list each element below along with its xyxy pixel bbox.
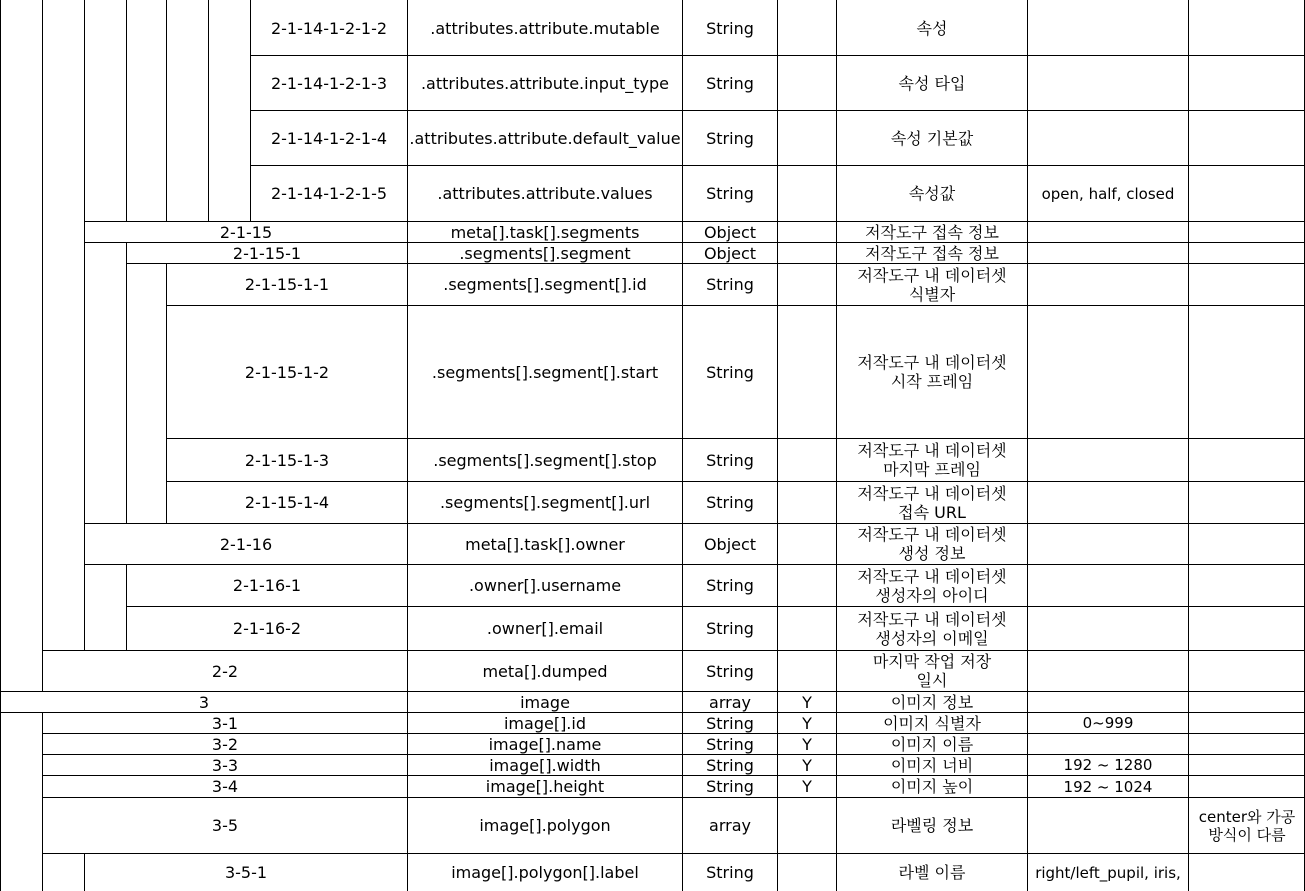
cell-note xyxy=(1189,755,1305,775)
cell-note xyxy=(1189,306,1305,438)
cell-note xyxy=(1189,56,1305,110)
cell-note: center와 가공 방식이 다름 xyxy=(1198,807,1296,844)
indent-divider xyxy=(42,263,43,305)
cell-path: .attributes.attribute.default_value xyxy=(409,128,681,148)
cell-desc: 이미지 식별자 xyxy=(883,713,981,733)
cell-range: open, half, closed xyxy=(1041,184,1175,203)
cell-note xyxy=(1189,854,1305,891)
cell-type: String xyxy=(706,362,754,382)
indent-divider xyxy=(126,55,127,110)
cell-note xyxy=(1189,776,1305,797)
cell-note xyxy=(1189,524,1305,564)
cell-req xyxy=(778,798,836,853)
cell-range xyxy=(1028,692,1188,712)
cell-desc: 이미지 너비 xyxy=(890,755,974,775)
cell-note xyxy=(1189,607,1305,650)
cell-req xyxy=(778,854,836,891)
indent-divider xyxy=(126,165,127,221)
cell-range: 0~999 xyxy=(1082,714,1134,732)
cell-no: 2-2 xyxy=(211,661,239,681)
indent-divider xyxy=(208,55,209,110)
indent-divider xyxy=(42,438,43,481)
cell-type: String xyxy=(706,184,754,203)
indent-divider xyxy=(84,438,85,481)
indent-divider xyxy=(84,564,85,606)
cell-req xyxy=(778,243,836,263)
cell-desc: 저작도구 내 데이터셋 생성 정보 xyxy=(857,525,1007,563)
indent-divider xyxy=(126,481,127,523)
cell-path: image[].polygon[].label xyxy=(451,863,639,882)
cell-type: String xyxy=(706,755,754,775)
cell-path: .segments[].segment xyxy=(459,243,631,263)
indent-divider xyxy=(84,481,85,523)
cell-req xyxy=(778,651,836,691)
cell-desc: 속성 기본값 xyxy=(890,128,974,148)
cell-desc: 저작도구 내 데이터셋 마지막 프레임 xyxy=(857,441,1007,479)
cell-note xyxy=(1189,713,1305,733)
cell-no: 2-1-15-1-4 xyxy=(244,493,330,512)
cell-req: Y xyxy=(802,755,812,775)
cell-path: .segments[].segment[].start xyxy=(431,362,659,382)
indent-divider xyxy=(208,0,209,55)
indent-divider xyxy=(126,438,127,481)
cell-no: 2-1-15-1-1 xyxy=(244,275,330,294)
cell-path: .owner[].email xyxy=(486,619,604,638)
cell-note xyxy=(1189,222,1305,242)
cell-range xyxy=(1028,264,1188,305)
cell-type: String xyxy=(706,18,754,38)
cell-range xyxy=(1028,734,1188,754)
cell-type: String xyxy=(706,576,754,595)
cell-desc: 마지막 작업 저장 일시 xyxy=(872,652,992,690)
cell-type: String xyxy=(706,73,754,93)
indent-divider xyxy=(126,110,127,165)
cell-desc: 속성 xyxy=(916,18,948,38)
cell-req: Y xyxy=(802,692,812,712)
indent-divider xyxy=(42,110,43,165)
cell-type: Object xyxy=(703,534,757,554)
cell-desc: 이미지 높이 xyxy=(890,777,974,796)
cell-note xyxy=(1189,734,1305,754)
cell-note xyxy=(1189,243,1305,263)
cell-path: meta[].task[].owner xyxy=(465,534,625,554)
cell-path: .segments[].segment[].id xyxy=(443,275,647,294)
cell-desc: 라벨 이름 xyxy=(898,863,966,882)
cell-path: image[].polygon xyxy=(479,816,611,835)
cell-note xyxy=(1189,166,1305,221)
indent-divider xyxy=(166,165,167,221)
cell-no: 3-5-1 xyxy=(224,863,268,882)
cell-note xyxy=(1189,264,1305,305)
cell-note xyxy=(1189,692,1305,712)
cell-type: String xyxy=(706,734,754,754)
cell-desc: 저작도구 접속 정보 xyxy=(865,222,999,242)
cell-note xyxy=(1189,111,1305,165)
indent-divider xyxy=(126,263,127,305)
cell-path: image[].id xyxy=(503,713,586,733)
cell-no: 3-1 xyxy=(211,713,239,733)
cell-no: 3-4 xyxy=(211,777,239,796)
indent-divider xyxy=(166,110,167,165)
cell-no: 2-1-15-1 xyxy=(232,243,302,263)
cell-req xyxy=(778,607,836,650)
cell-req xyxy=(778,111,836,165)
cell-path: .segments[].segment[].stop xyxy=(433,450,657,470)
cell-type: String xyxy=(706,661,754,681)
cell-range xyxy=(1028,439,1188,481)
cell-type: String xyxy=(706,619,754,638)
cell-no: 3-3 xyxy=(211,755,239,775)
cell-desc: 저작도구 내 데이터셋 시작 프레임 xyxy=(857,353,1007,391)
cell-note xyxy=(1189,439,1305,481)
cell-no: 2-1-16 xyxy=(219,534,273,554)
cell-type: String xyxy=(706,777,754,796)
indent-divider xyxy=(84,263,85,305)
cell-req xyxy=(778,482,836,523)
cell-note xyxy=(1189,1,1305,55)
indent-divider xyxy=(42,853,43,891)
cell-desc: 속성값 xyxy=(908,184,956,203)
cell-desc: 이미지 정보 xyxy=(890,692,974,712)
cell-no: 2-1-15-1-2 xyxy=(244,362,330,382)
cell-type: array xyxy=(709,816,751,835)
cell-path: image[].height xyxy=(485,777,605,796)
cell-range xyxy=(1028,607,1188,650)
cell-req xyxy=(778,524,836,564)
cell-range: right/left_pupil, iris, xyxy=(1035,863,1181,882)
indent-divider xyxy=(42,165,43,221)
cell-req xyxy=(778,56,836,110)
cell-range xyxy=(1028,482,1188,523)
indent-divider xyxy=(84,305,85,438)
cell-desc: 저작도구 내 데이터셋 생성자의 이메일 xyxy=(857,609,1007,648)
cell-no: 3-5 xyxy=(211,816,239,835)
cell-range xyxy=(1028,524,1188,564)
indent-divider xyxy=(208,165,209,221)
cell-range xyxy=(1028,798,1188,853)
cell-req xyxy=(778,439,836,481)
cell-range: 192 ~ 1280 xyxy=(1063,756,1153,774)
cell-path: .attributes.attribute.input_type xyxy=(420,73,670,93)
indent-divider xyxy=(166,55,167,110)
cell-no: 2-1-14-1-2-1-2 xyxy=(270,18,388,38)
cell-no: 2-1-15 xyxy=(219,222,273,242)
indent-divider xyxy=(84,165,85,221)
cell-path: image xyxy=(520,692,570,712)
cell-desc: 라벨링 정보 xyxy=(890,816,974,835)
cell-range xyxy=(1028,651,1188,691)
indent-divider xyxy=(42,242,43,263)
indent-divider xyxy=(84,606,85,650)
cell-req xyxy=(778,264,836,305)
indent-divider xyxy=(42,0,43,55)
cell-type: Object xyxy=(703,243,757,263)
cell-no: 3-2 xyxy=(211,734,239,754)
cell-path: .owner[].username xyxy=(468,576,622,595)
indent-divider xyxy=(42,481,43,523)
cell-path: .attributes.attribute.values xyxy=(437,184,653,203)
indent-divider xyxy=(42,606,43,650)
cell-desc: 저작도구 내 데이터셋 생성자의 아이디 xyxy=(857,566,1007,605)
cell-range xyxy=(1028,243,1188,263)
table-left-border xyxy=(0,0,1,891)
cell-type: String xyxy=(706,275,754,294)
cell-type: String xyxy=(706,450,754,470)
cell-req xyxy=(778,306,836,438)
indent-divider xyxy=(84,55,85,110)
indent-divider xyxy=(126,0,127,55)
indent-divider xyxy=(42,564,43,606)
cell-type: String xyxy=(706,128,754,148)
cell-no: 2-1-15-1-3 xyxy=(244,450,330,470)
cell-desc: 이미지 이름 xyxy=(890,734,974,754)
indent-divider xyxy=(42,523,43,564)
cell-path: .segments[].segment[].url xyxy=(439,493,651,512)
indent-divider xyxy=(42,221,43,242)
cell-no: 2-1-14-1-2-1-4 xyxy=(270,128,388,148)
cell-path: image[].name xyxy=(488,734,602,754)
cell-path: image[].width xyxy=(489,755,601,775)
cell-range: 192 ~ 1024 xyxy=(1063,777,1153,796)
indent-divider xyxy=(84,110,85,165)
cell-no: 2-1-14-1-2-1-3 xyxy=(270,73,388,93)
cell-req xyxy=(778,565,836,606)
cell-range xyxy=(1028,306,1188,438)
indent-divider xyxy=(84,0,85,55)
cell-range xyxy=(1028,1,1188,55)
cell-path: .attributes.attribute.mutable xyxy=(430,18,660,38)
cell-req: Y xyxy=(802,713,812,733)
cell-desc: 저작도구 내 데이터셋 식별자 xyxy=(857,265,1007,304)
cell-note xyxy=(1189,565,1305,606)
cell-no: 3 xyxy=(198,692,210,712)
indent-divider xyxy=(166,0,167,55)
cell-req: Y xyxy=(802,734,812,754)
indent-divider xyxy=(208,110,209,165)
cell-no: 2-1-16-2 xyxy=(232,619,302,638)
cell-type: array xyxy=(709,692,751,712)
cell-type: String xyxy=(706,493,754,512)
indent-divider xyxy=(42,55,43,110)
cell-note xyxy=(1189,651,1305,691)
cell-range xyxy=(1028,222,1188,242)
cell-path: meta[].task[].segments xyxy=(450,222,640,242)
cell-range xyxy=(1028,565,1188,606)
cell-range xyxy=(1028,56,1188,110)
cell-req: Y xyxy=(802,777,812,796)
cell-req xyxy=(778,222,836,242)
cell-req xyxy=(778,1,836,55)
cell-desc: 저작도구 내 데이터셋 접속 URL xyxy=(857,483,1007,522)
cell-desc: 저작도구 접속 정보 xyxy=(865,243,999,263)
indent-divider xyxy=(42,305,43,438)
cell-type: String xyxy=(706,863,754,882)
cell-req xyxy=(778,166,836,221)
cell-range xyxy=(1028,111,1188,165)
cell-note xyxy=(1189,482,1305,523)
cell-no: 2-1-14-1-2-1-5 xyxy=(270,184,388,203)
cell-type: String xyxy=(706,713,754,733)
cell-desc: 속성 타입 xyxy=(898,73,966,93)
cell-no: 2-1-16-1 xyxy=(232,576,302,595)
cell-type: Object xyxy=(703,222,757,242)
indent-divider xyxy=(126,305,127,438)
indent-divider xyxy=(84,242,85,263)
cell-path: meta[].dumped xyxy=(482,661,608,681)
